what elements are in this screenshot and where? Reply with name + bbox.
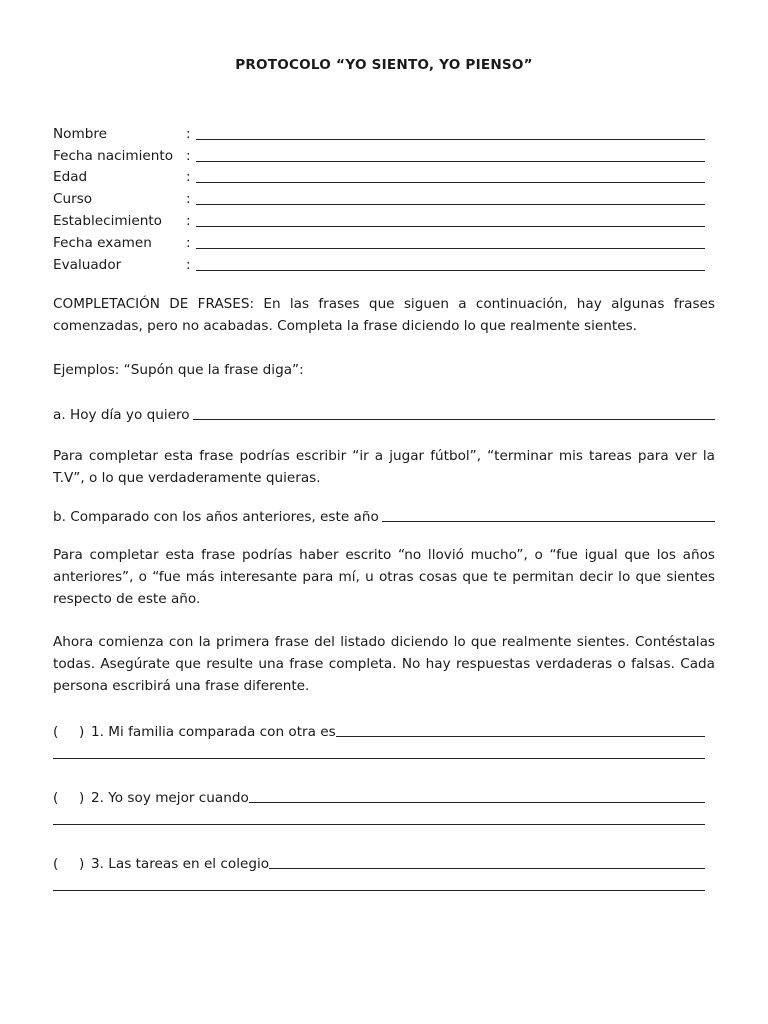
sentence-text: 1. Mi familia comparada con otra es: [91, 724, 336, 740]
example-a-text: a. Hoy día yo quiero: [53, 407, 190, 423]
example-a-blank-line: [193, 406, 715, 420]
sentence-text: 3. Las tareas en el colegio: [91, 856, 270, 872]
curso-blank-line[interactable]: [196, 191, 705, 205]
field-label: Nombre: [53, 125, 108, 142]
field-label: Evaluador: [53, 256, 122, 273]
answer-blank-line[interactable]: [269, 855, 705, 869]
answer-blank-line-continued[interactable]: [53, 869, 705, 891]
answer-blank-line[interactable]: [336, 723, 705, 737]
example-a-row: [53, 401, 715, 423]
field-label: Edad: [53, 169, 88, 186]
fecha-examen-blank-line[interactable]: [196, 235, 705, 249]
examples-intro: Ejemplos: “Supón que la frase diga”:: [53, 362, 304, 378]
score-paren-open: (: [53, 724, 59, 740]
start-instructions: Ahora comienza con la primera frase del listado diciendo lo que realmente sientes. Contéstalas todas. Asegúrate que resulte una frase completa. No hay respuestas verdaderas o falsas. Cada persona escribirá una frase diferente.: [53, 634, 715, 694]
sentence-item-2: [53, 784, 705, 825]
field-row-fecha-nacimiento: [53, 142, 715, 164]
example-b-note: Para completar esta frase podrías haber escrito “no llovió mucho”, o “fue igual que los años anteriores”, o “fue más interesante para mí, u otras cosas que te permitan decir lo que sientes respecto de este año.: [53, 547, 715, 607]
sentence-text: 2. Yo soy mejor cuando: [91, 790, 249, 806]
field-label: Curso: [53, 191, 93, 208]
field-colon: :: [186, 256, 191, 273]
answer-blank-line-continued[interactable]: [53, 803, 705, 825]
score-paren-close: ): [79, 724, 85, 740]
field-colon: :: [186, 125, 191, 142]
field-row-evaluador: [53, 251, 715, 273]
establecimiento-blank-line[interactable]: [196, 213, 705, 227]
field-colon: :: [186, 147, 191, 164]
example-b-row: [53, 503, 715, 525]
nombre-blank-line[interactable]: [196, 126, 705, 140]
score-paren-open: (: [53, 856, 59, 872]
sentence-row: [53, 850, 705, 872]
field-label: Establecimiento: [53, 212, 162, 229]
student-info-fields: [53, 120, 715, 273]
example-b-blank-line: [382, 508, 715, 522]
field-colon: :: [186, 169, 191, 186]
field-row-nombre: [53, 120, 715, 142]
example-b-text: b. Comparado con los años anteriores, este año: [53, 509, 379, 525]
page-title: PROTOCOLO “YO SIENTO, YO PIENSO”: [235, 57, 533, 73]
sentence-row: [53, 784, 705, 806]
field-label: Fecha examen: [53, 234, 152, 251]
sentence-item-3: [53, 850, 705, 891]
field-row-establecimiento: [53, 207, 715, 229]
score-paren-open: (: [53, 790, 59, 806]
instructions-paragraph: COMPLETACIÓN DE FRASES: En las frases que siguen a continuación, hay algunas frases comenzadas, pero no acabadas. Completa la frase diciendo lo que realmente sientes.: [53, 296, 715, 334]
answer-blank-line[interactable]: [249, 789, 705, 803]
field-colon: :: [186, 191, 191, 208]
example-a-note: Para completar esta frase podrías escribir “ir a jugar fútbol”, “terminar mis tareas para ver la T.V”, o lo que verdaderamente quieras.: [53, 448, 715, 486]
sentence-item-1: [53, 718, 705, 759]
field-row-fecha-examen: [53, 229, 715, 251]
evaluador-blank-line[interactable]: [196, 257, 705, 271]
field-colon: :: [186, 234, 191, 251]
sentence-row: [53, 718, 705, 740]
score-paren-close: ): [79, 856, 85, 872]
answer-blank-line-continued[interactable]: [53, 737, 705, 759]
score-paren-close: ): [79, 790, 85, 806]
field-row-edad: [53, 164, 715, 186]
fecha-nacimiento-blank-line[interactable]: [196, 148, 705, 162]
field-colon: :: [186, 212, 191, 229]
field-row-curso: [53, 185, 715, 207]
edad-blank-line[interactable]: [196, 169, 705, 183]
field-label: Fecha nacimiento: [53, 147, 174, 164]
